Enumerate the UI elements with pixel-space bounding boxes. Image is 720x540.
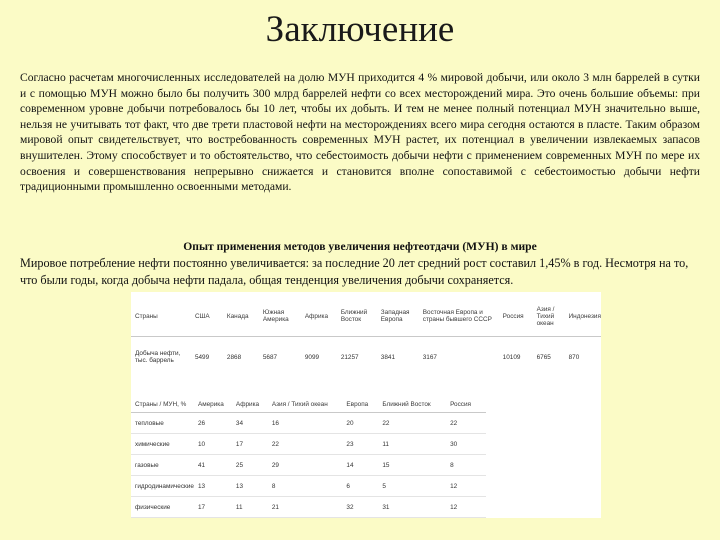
column-header: Азия / Тихий океан — [533, 296, 565, 337]
table-row — [131, 497, 486, 518]
table-row — [131, 337, 601, 378]
table-cell: 10109 — [502, 353, 521, 361]
table-cell: 5499 — [194, 353, 210, 361]
table-cell: 17 — [232, 434, 268, 455]
column-header: Африка — [232, 397, 268, 413]
table-cell: 6 — [342, 476, 378, 497]
table-cell: 16 — [268, 413, 343, 434]
table-cell: 870 — [568, 353, 580, 361]
table-row — [131, 455, 486, 476]
column-header: США — [191, 296, 223, 337]
oil-production-table — [131, 296, 601, 377]
table-cell: 9099 — [304, 353, 320, 361]
column-header: Россия — [499, 296, 533, 337]
section-subheading: Опыт применения методов увеличения нефтеотдачи (МУН) в мире — [183, 240, 537, 253]
consumption-paragraph: Мировое потребление нефти постоянно увеличивается: за последние 20 лет средний рост составил 1,45% в год. Несмотря на то, что были годы, когда добыча нефти падала, общая тенденция увеличения добычи сохраняется. — [20, 256, 689, 287]
table-cell: 22 — [446, 413, 486, 434]
table-cell: 10 — [194, 434, 232, 455]
data-tables-figure — [131, 292, 601, 518]
table-cell: 5 — [378, 476, 446, 497]
table-cell: 17 — [194, 497, 232, 518]
table-cell: 5687 — [262, 353, 278, 361]
row-label: Добыча нефти, тыс. баррель — [135, 350, 181, 364]
row-label: гидродинамические — [131, 476, 194, 497]
table-cell: 22 — [268, 434, 343, 455]
slide-title: Заключение — [265, 9, 455, 50]
table-cell: 26 — [194, 413, 232, 434]
eor-methods-table — [131, 397, 486, 518]
column-header: Индонезия — [565, 296, 601, 337]
table-cell: 3167 — [422, 353, 437, 361]
table-cell: 30 — [446, 434, 486, 455]
table-cell: 22 — [378, 413, 446, 434]
column-header: Азия / Тихий океан — [268, 397, 343, 413]
column-header: Канада — [223, 296, 259, 337]
table-cell: 20 — [342, 413, 378, 434]
table-cell: 25 — [232, 455, 268, 476]
column-header: Восточная Европа и страны бывшего СССР — [419, 296, 499, 337]
table-row — [131, 413, 486, 434]
table-row — [131, 476, 486, 497]
table-cell: 29 — [268, 455, 343, 476]
column-header: Африка — [301, 296, 337, 337]
table-cell: 21257 — [340, 353, 359, 361]
table-cell: 8 — [446, 455, 486, 476]
column-header: Ближний Восток — [378, 397, 446, 413]
table-cell: 23 — [342, 434, 378, 455]
table-cell: 41 — [194, 455, 232, 476]
column-header: Европа — [342, 397, 378, 413]
table-cell: 31 — [378, 497, 446, 518]
table-cell: 15 — [378, 455, 446, 476]
table-cell: 11 — [378, 434, 446, 455]
row-label: тепловые — [131, 413, 194, 434]
row-label: газовые — [131, 455, 194, 476]
column-header: Россия — [446, 397, 486, 413]
column-header: Америка — [194, 397, 232, 413]
table-cell: 32 — [342, 497, 378, 518]
table-cell: 14 — [342, 455, 378, 476]
table-cell: 21 — [268, 497, 343, 518]
column-header: Страны / МУН, % — [131, 397, 194, 413]
table-cell: 11 — [232, 497, 268, 518]
table-cell: 2868 — [226, 353, 242, 361]
column-header: Южная Америка — [259, 296, 301, 337]
row-label: химические — [131, 434, 194, 455]
table-cell: 12 — [446, 476, 486, 497]
column-header: Страны — [131, 296, 191, 337]
table-row — [131, 434, 486, 455]
table-cell: 13 — [194, 476, 232, 497]
table-cell: 13 — [232, 476, 268, 497]
table-cell: 12 — [446, 497, 486, 518]
column-header: Ближний Восток — [337, 296, 377, 337]
table-cell: 8 — [268, 476, 343, 497]
table-cell: 34 — [232, 413, 268, 434]
conclusion-paragraph: Согласно расчетам многочисленных исследователей на долю МУН приходится 4 % мировой добычи, или около 3 млн баррелей в сутки и с помощью МУН можно было бы получить 300 млрд баррелей нефти со всех месторождений мира. Это очень большие объемы: при современном уровне добычи потребовалось бы 10 лет, чтобы их добыть. И тем не менее полный потенциал МУН значительно выше, нельзя не учитывать тот факт, что две трети пластовой нефти на месторождениях всего мира сегодня остаются в пласте. Таким образом мировой опыт свидетельствует, что востребованность современных МУН растет, их потенциал в увеличении извлекаемых запасов внушителен. Этому способствует и то обстоятельство, что себестоимость добычи нефти с применением современных МУН по мере их освоения и совершенствования непрерывно снижается и становится вполне сопоставимой с себестоимостью добычи нефти традиционными промышленно освоенными методами. — [20, 71, 700, 194]
table-cell: 6765 — [536, 353, 551, 361]
table-cell: 3841 — [380, 353, 395, 361]
column-header: Западная Европа — [377, 296, 419, 337]
row-label: физические — [131, 497, 194, 518]
